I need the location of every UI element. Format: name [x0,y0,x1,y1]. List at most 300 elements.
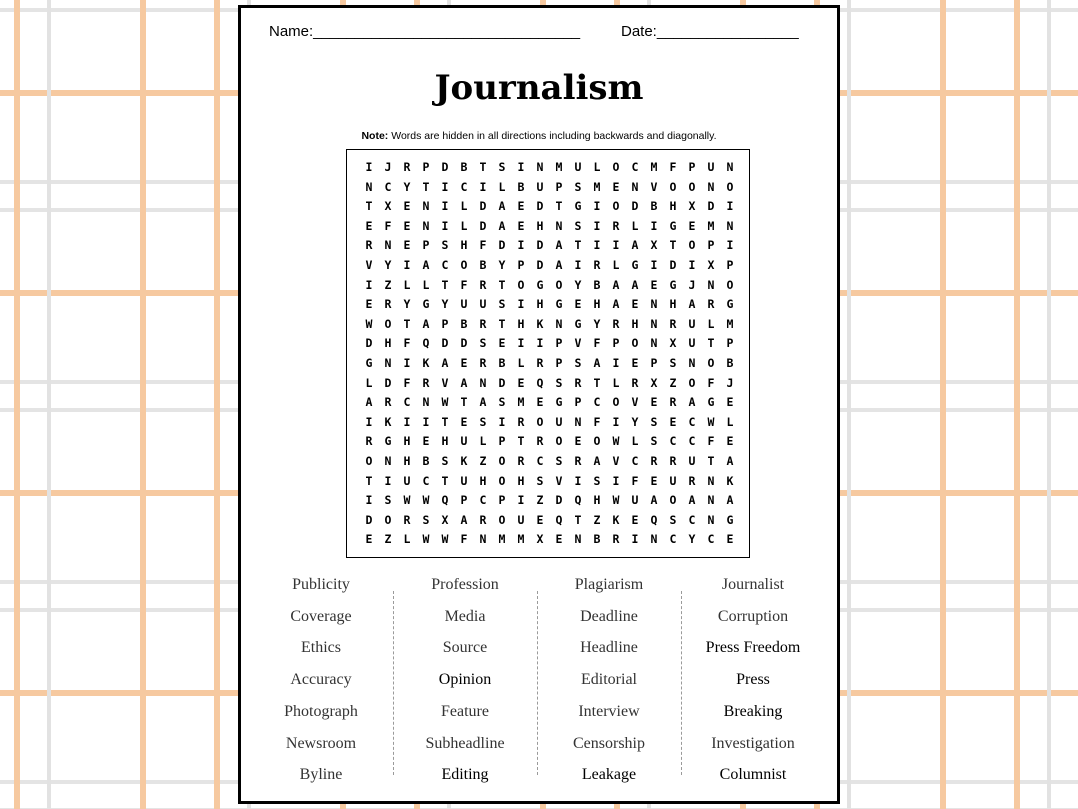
grid-letter[interactable]: P [422,238,430,253]
grid-letter[interactable]: A [593,454,601,468]
grid-letter[interactable]: O [498,512,506,527]
grid-letter[interactable]: F [707,434,715,449]
grid-letter[interactable]: A [365,395,373,410]
grid-letter[interactable]: A [612,277,620,292]
grid-letter[interactable]: I [631,532,639,547]
grid-letter[interactable]: R [479,512,487,527]
grid-letter[interactable]: I [593,199,601,214]
grid-letter[interactable]: L [498,179,506,194]
grid-letter[interactable]: D [479,218,487,233]
grid-letter[interactable]: I [650,258,658,272]
grid-letter[interactable]: E [631,356,639,370]
grid-letter[interactable]: D [536,258,544,272]
grid-letter[interactable]: I [365,414,373,429]
grid-letter[interactable]: H [517,316,525,331]
grid-letter[interactable]: R [479,316,487,331]
grid-letter[interactable]: Y [631,414,639,429]
grid-letter[interactable]: M [498,532,506,547]
grid-letter[interactable]: H [403,454,411,468]
grid-letter[interactable]: P [498,434,506,449]
grid-letter[interactable]: P [517,258,525,272]
grid-letter[interactable]: D [441,336,449,351]
grid-letter[interactable]: N [688,356,696,370]
grid-letter[interactable]: R [479,356,487,370]
grid-letter[interactable]: K [460,454,468,468]
grid-letter[interactable]: N [479,532,487,547]
grid-letter[interactable]: X [707,258,715,272]
grid-letter[interactable]: O [517,277,525,292]
grid-letter[interactable]: I [384,473,392,488]
grid-letter[interactable]: I [726,199,734,214]
grid-letter[interactable]: X [650,238,658,253]
grid-letter[interactable]: P [574,395,582,410]
grid-letter[interactable]: G [422,297,430,312]
grid-letter[interactable]: A [441,356,449,370]
grid-letter[interactable]: G [536,277,544,292]
grid-letter[interactable]: W [422,532,430,547]
grid-letter[interactable]: H [536,297,544,312]
grid-letter[interactable]: O [726,179,734,194]
grid-letter[interactable]: M [593,179,601,194]
grid-letter[interactable]: N [422,218,430,233]
grid-letter[interactable]: F [403,336,411,351]
grid-letter[interactable]: Y [498,258,506,272]
grid-letter[interactable]: N [631,179,639,194]
grid-letter[interactable]: V [574,336,582,351]
grid-letter[interactable]: M [726,316,734,331]
grid-letter[interactable]: I [517,493,525,508]
grid-letter[interactable]: I [441,179,449,194]
grid-letter[interactable]: C [479,493,487,508]
grid-letter[interactable]: F [460,277,468,292]
grid-letter[interactable]: O [555,277,563,292]
grid-letter[interactable]: Y [441,297,449,312]
grid-letter[interactable]: S [574,179,582,194]
grid-letter[interactable]: D [498,375,506,390]
grid-letter[interactable]: K [422,356,430,370]
grid-letter[interactable]: C [631,454,639,468]
grid-letter[interactable]: R [422,375,430,390]
grid-letter[interactable]: S [498,395,506,410]
grid-letter[interactable]: V [631,395,639,410]
grid-letter[interactable]: I [365,493,373,508]
grid-letter[interactable]: G [384,434,392,449]
grid-letter[interactable]: I [403,414,411,429]
grid-letter[interactable]: H [403,434,411,449]
grid-letter[interactable]: S [574,218,582,233]
grid-letter[interactable]: C [688,414,696,429]
grid-letter[interactable]: D [441,160,449,174]
grid-letter[interactable]: H [593,493,601,508]
grid-letter[interactable]: O [612,199,620,214]
grid-letter[interactable]: G [707,395,715,410]
grid-letter[interactable]: O [384,316,392,331]
grid-letter[interactable]: I [441,218,449,233]
grid-letter[interactable]: A [593,356,601,370]
grid-letter[interactable]: A [479,395,487,410]
grid-letter[interactable]: Q [422,336,430,351]
grid-letter[interactable]: F [460,532,468,547]
grid-letter[interactable]: E [726,532,734,547]
grid-letter[interactable]: R [403,160,411,174]
grid-letter[interactable]: Z [536,493,544,508]
grid-letter[interactable]: K [536,316,544,331]
grid-letter[interactable]: R [403,512,411,527]
grid-letter[interactable]: P [555,179,563,194]
grid-letter[interactable]: V [441,375,449,390]
grid-letter[interactable]: S [555,375,563,390]
grid-letter[interactable]: O [460,258,468,272]
grid-letter[interactable]: O [688,238,696,253]
grid-letter[interactable]: O [593,434,601,449]
grid-letter[interactable]: U [574,160,582,174]
grid-letter[interactable]: A [688,395,696,410]
grid-letter[interactable]: N [422,199,430,214]
grid-letter[interactable]: U [517,512,525,527]
grid-letter[interactable]: T [517,434,525,449]
grid-letter[interactable]: R [536,434,544,449]
grid-letter[interactable]: R [688,473,696,488]
grid-letter[interactable]: H [536,218,544,233]
grid-letter[interactable]: N [650,532,658,547]
grid-letter[interactable]: I [365,160,373,174]
grid-letter[interactable]: I [612,473,620,488]
grid-letter[interactable]: N [707,277,715,292]
grid-letter[interactable]: U [536,179,544,194]
grid-letter[interactable]: U [669,473,677,488]
grid-letter[interactable]: J [688,277,696,292]
grid-letter[interactable]: V [650,179,658,194]
grid-letter[interactable]: A [498,218,506,233]
grid-letter[interactable]: I [574,258,582,272]
grid-letter[interactable]: I [612,356,620,370]
grid-letter[interactable]: A [460,375,468,390]
grid-letter[interactable]: R [479,277,487,292]
grid-letter[interactable]: T [498,316,506,331]
grid-letter[interactable]: C [441,258,449,272]
grid-letter[interactable]: A [726,493,734,508]
grid-letter[interactable]: L [517,356,525,370]
grid-letter[interactable]: Y [688,532,696,547]
grid-letter[interactable]: E [536,512,544,527]
grid-letter[interactable]: I [593,218,601,233]
grid-letter[interactable]: U [688,336,696,351]
grid-letter[interactable]: O [726,277,734,292]
grid-letter[interactable]: T [707,454,715,468]
grid-letter[interactable]: E [688,218,696,233]
grid-letter[interactable]: S [536,473,544,488]
grid-letter[interactable]: T [403,316,411,331]
grid-letter[interactable]: S [441,238,449,253]
grid-letter[interactable]: Q [555,512,563,527]
grid-letter[interactable]: C [593,395,601,410]
grid-letter[interactable]: O [555,434,563,449]
grid-letter[interactable]: V [555,473,563,488]
grid-letter[interactable]: E [403,199,411,214]
grid-letter[interactable]: Y [403,179,411,194]
grid-letter[interactable]: R [631,375,639,390]
grid-letter[interactable]: E [536,395,544,410]
grid-letter[interactable]: M [707,218,715,233]
grid-letter[interactable]: S [669,356,677,370]
grid-letter[interactable]: G [555,395,563,410]
grid-letter[interactable]: T [460,395,468,410]
grid-letter[interactable]: U [707,160,715,174]
grid-letter[interactable]: P [612,336,620,351]
grid-letter[interactable]: H [479,473,487,488]
grid-letter[interactable]: T [441,473,449,488]
grid-letter[interactable]: N [650,336,658,351]
grid-letter[interactable]: B [422,454,430,468]
grid-letter[interactable]: E [631,297,639,312]
grid-letter[interactable]: W [422,493,430,508]
grid-letter[interactable]: R [574,375,582,390]
grid-letter[interactable]: T [574,512,582,527]
grid-letter[interactable]: S [650,414,658,429]
grid-letter[interactable]: I [517,160,525,174]
grid-letter[interactable]: M [650,160,658,174]
grid-letter[interactable]: E [460,356,468,370]
grid-letter[interactable]: R [650,454,658,468]
grid-letter[interactable]: Q [536,375,544,390]
grid-letter[interactable]: T [669,238,677,253]
grid-letter[interactable]: E [365,297,373,312]
grid-letter[interactable]: L [403,532,411,547]
grid-letter[interactable]: P [555,356,563,370]
grid-letter[interactable]: P [650,356,658,370]
grid-letter[interactable]: B [460,316,468,331]
grid-letter[interactable]: G [574,199,582,214]
grid-letter[interactable]: Z [384,277,392,292]
grid-letter[interactable]: R [536,356,544,370]
grid-letter[interactable]: P [422,160,430,174]
grid-letter[interactable]: Z [384,532,392,547]
grid-letter[interactable]: U [460,473,468,488]
grid-letter[interactable]: O [707,356,715,370]
grid-letter[interactable]: A [612,297,620,312]
grid-letter[interactable]: Q [441,493,449,508]
grid-letter[interactable]: C [669,434,677,449]
grid-letter[interactable]: T [707,336,715,351]
grid-letter[interactable]: G [631,258,639,272]
grid-letter[interactable]: D [479,199,487,214]
grid-letter[interactable]: O [669,179,677,194]
grid-letter[interactable]: U [460,434,468,449]
grid-letter[interactable]: L [422,277,430,292]
grid-letter[interactable]: Y [403,297,411,312]
grid-letter[interactable]: D [365,336,373,351]
grid-letter[interactable]: O [669,493,677,508]
grid-letter[interactable]: F [631,473,639,488]
grid-letter[interactable]: A [422,316,430,331]
grid-letter[interactable]: T [555,199,563,214]
grid-letter[interactable]: E [726,434,734,449]
grid-letter[interactable]: A [688,297,696,312]
grid-letter[interactable]: I [612,414,620,429]
name-field[interactable]: Name:________________________________ [269,23,581,40]
grid-letter[interactable]: S [441,454,449,468]
grid-letter[interactable]: X [688,199,696,214]
grid-letter[interactable]: U [555,414,563,429]
grid-letter[interactable]: X [536,532,544,547]
grid-letter[interactable]: T [498,277,506,292]
grid-letter[interactable]: A [726,454,734,468]
grid-letter[interactable]: E [574,434,582,449]
grid-letter[interactable]: I [612,238,620,253]
grid-letter[interactable]: J [726,375,734,390]
grid-letter[interactable]: I [536,336,544,351]
grid-letter[interactable]: L [631,218,639,233]
grid-letter[interactable]: I [517,238,525,253]
grid-letter[interactable]: N [384,356,392,370]
grid-letter[interactable]: A [498,199,506,214]
grid-letter[interactable]: L [612,375,620,390]
grid-letter[interactable]: Q [650,512,658,527]
grid-letter[interactable]: H [517,473,525,488]
grid-letter[interactable]: C [688,512,696,527]
grid-letter[interactable]: S [650,434,658,449]
grid-letter[interactable]: O [612,395,620,410]
grid-letter[interactable]: R [517,454,525,468]
grid-letter[interactable]: G [726,512,734,527]
grid-letter[interactable]: I [517,336,525,351]
grid-letter[interactable]: E [403,218,411,233]
grid-letter[interactable]: T [441,414,449,429]
grid-letter[interactable]: O [536,414,544,429]
grid-letter[interactable]: H [441,434,449,449]
grid-letter[interactable]: C [384,179,392,194]
grid-letter[interactable]: I [479,179,487,194]
grid-letter[interactable]: I [403,258,411,272]
grid-letter[interactable]: R [384,395,392,410]
grid-letter[interactable]: N [365,179,373,194]
grid-letter[interactable]: K [384,414,392,429]
grid-letter[interactable]: G [365,356,373,370]
grid-letter[interactable]: P [441,316,449,331]
grid-letter[interactable]: E [365,218,373,233]
grid-letter[interactable]: E [650,473,658,488]
grid-letter[interactable]: D [536,238,544,253]
grid-letter[interactable]: N [650,316,658,331]
grid-letter[interactable]: D [460,336,468,351]
grid-letter[interactable]: I [365,277,373,292]
grid-letter[interactable]: B [479,258,487,272]
grid-letter[interactable]: L [479,434,487,449]
grid-letter[interactable]: D [555,493,563,508]
grid-letter[interactable]: I [650,218,658,233]
grid-letter[interactable]: C [631,160,639,174]
grid-letter[interactable]: U [479,297,487,312]
grid-letter[interactable]: I [574,473,582,488]
grid-letter[interactable]: S [479,336,487,351]
grid-letter[interactable]: U [688,454,696,468]
grid-letter[interactable]: C [707,532,715,547]
grid-letter[interactable]: D [536,199,544,214]
grid-letter[interactable]: U [460,297,468,312]
grid-letter[interactable]: S [555,454,563,468]
grid-letter[interactable]: V [612,454,620,468]
grid-letter[interactable]: L [460,218,468,233]
grid-letter[interactable]: E [460,414,468,429]
grid-letter[interactable]: Y [593,316,601,331]
grid-letter[interactable]: I [403,356,411,370]
grid-letter[interactable]: M [555,160,563,174]
grid-letter[interactable]: O [384,512,392,527]
grid-letter[interactable]: O [688,375,696,390]
grid-letter[interactable]: S [498,160,506,174]
date-field[interactable]: Date:_________________ [621,23,799,40]
grid-letter[interactable]: W [612,434,620,449]
grid-letter[interactable]: G [726,297,734,312]
grid-letter[interactable]: R [365,434,373,449]
grid-letter[interactable]: I [498,414,506,429]
grid-letter[interactable]: S [384,493,392,508]
grid-letter[interactable]: W [403,493,411,508]
grid-letter[interactable]: A [650,493,658,508]
grid-letter[interactable]: I [593,238,601,253]
grid-letter[interactable]: H [460,238,468,253]
grid-letter[interactable]: P [498,493,506,508]
grid-letter[interactable]: E [612,179,620,194]
grid-letter[interactable]: G [574,316,582,331]
grid-letter[interactable]: C [403,395,411,410]
grid-letter[interactable]: F [593,336,601,351]
grid-letter[interactable]: N [384,454,392,468]
grid-letter[interactable]: F [403,375,411,390]
grid-letter[interactable]: I [688,258,696,272]
grid-letter[interactable]: N [707,473,715,488]
grid-letter[interactable]: Z [593,512,601,527]
grid-letter[interactable]: O [688,179,696,194]
grid-letter[interactable]: H [669,199,677,214]
grid-letter[interactable]: A [555,258,563,272]
grid-letter[interactable]: D [498,238,506,253]
grid-letter[interactable]: N [536,160,544,174]
grid-letter[interactable]: L [726,414,734,429]
grid-letter[interactable]: S [669,512,677,527]
grid-letter[interactable]: D [631,199,639,214]
grid-letter[interactable]: X [384,199,392,214]
grid-letter[interactable]: R [593,258,601,272]
grid-letter[interactable]: C [669,532,677,547]
grid-letter[interactable]: P [707,238,715,253]
grid-letter[interactable]: B [593,532,601,547]
grid-letter[interactable]: A [631,238,639,253]
grid-letter[interactable]: I [422,414,430,429]
grid-letter[interactable]: A [555,238,563,253]
grid-letter[interactable]: D [365,512,373,527]
grid-letter[interactable]: E [650,277,658,292]
grid-letter[interactable]: Y [384,258,392,272]
grid-letter[interactable]: R [612,532,620,547]
grid-letter[interactable]: R [612,316,620,331]
grid-letter[interactable]: P [726,258,734,272]
grid-letter[interactable]: H [593,297,601,312]
grid-letter[interactable]: E [574,297,582,312]
grid-letter[interactable]: H [669,297,677,312]
grid-letter[interactable]: L [612,258,620,272]
grid-letter[interactable]: U [631,493,639,508]
grid-letter[interactable]: N [707,512,715,527]
grid-letter[interactable]: N [574,532,582,547]
grid-letter[interactable]: G [669,277,677,292]
grid-letter[interactable]: V [365,258,373,272]
grid-letter[interactable]: E [669,414,677,429]
grid-letter[interactable]: Z [479,454,487,468]
grid-letter[interactable]: N [555,316,563,331]
grid-letter[interactable]: R [517,414,525,429]
grid-letter[interactable]: E [422,434,430,449]
